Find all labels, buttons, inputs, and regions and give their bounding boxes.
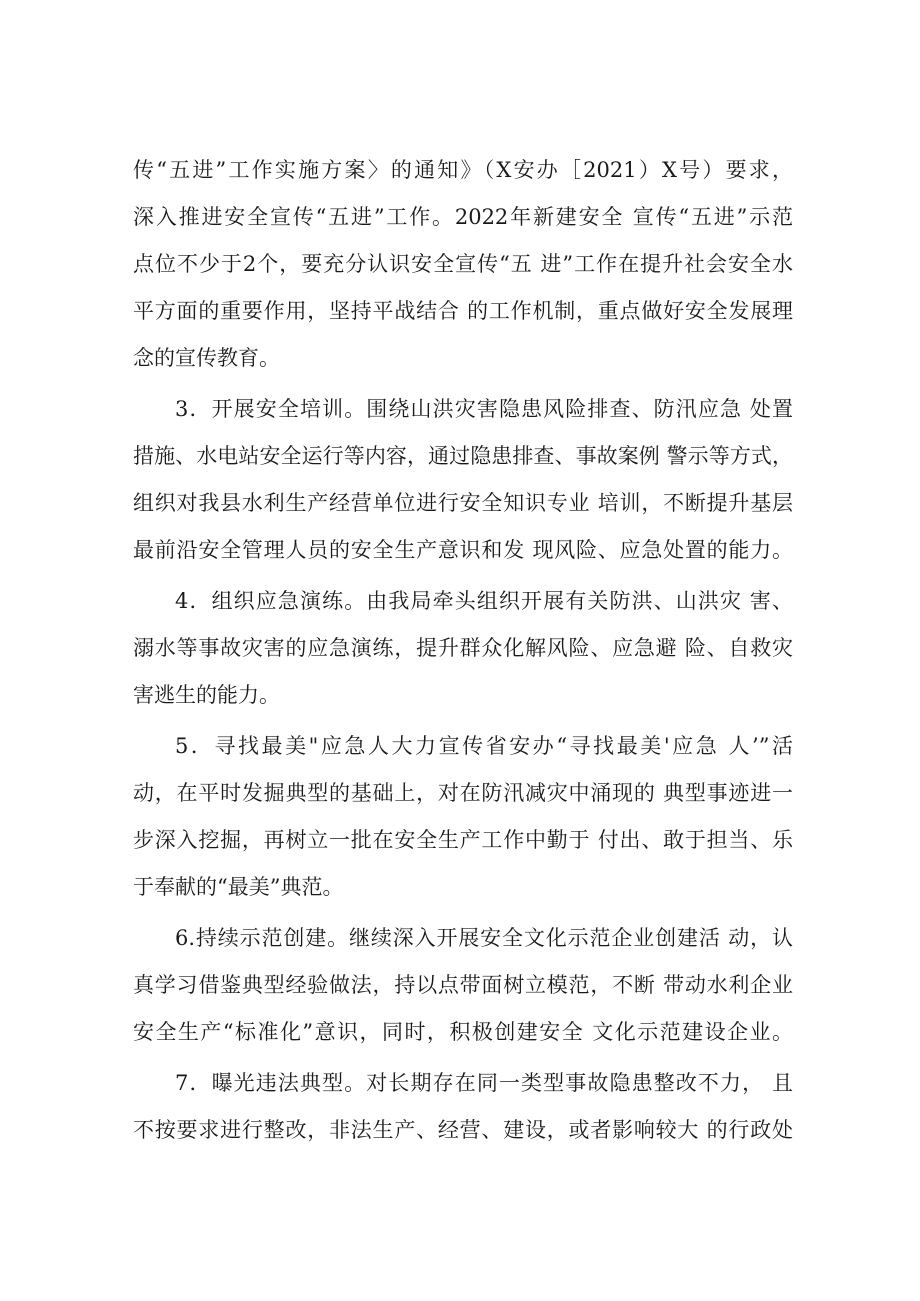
text-line: 动，在平时发掘典型的基础上，对在防汛减灾中涌现的 典型事迹进一 [133, 781, 793, 805]
paragraph-3-first-line: 3．开展安全培训。围绕山洪灾害隐患风险排查、防汛应急 处置 [175, 397, 793, 421]
text-line: 平方面的重要作用，坚持平战结合 的工作机制，重点做好安全发展理 [133, 299, 793, 323]
text-line: 措施、水电站安全运行等内容，通过隐患排查、事故案例 警示等方式， [133, 444, 793, 468]
text-line: 深入推进安全宣传“五进”工作。2022年新建安全 宣传“五进”示范 [133, 205, 793, 229]
text-line: 组织对我县水利生产经营单位进行安全知识专业 培训，不断提升基层 [133, 491, 793, 515]
text-line: 最前沿安全管理人员的安全生产意识和发 现风险、应急处置的能力。 [133, 538, 793, 562]
text-line: 溺水等事故灾害的应急演练，提升群众化解风险、应急避 险、自救灾 [133, 636, 793, 660]
text-line: 点位不少于2个，要充分认识安全宣传“五 进”工作在提升社会安全水 [133, 252, 793, 276]
paragraph-7-first-line: 7．曝光违法典型。对长期存在同一类型事故隐患整改不力， 且 [175, 1071, 793, 1095]
text-line: 传“五进”工作实施方案〉的通知》（X安办［2021）X号）要求， [133, 158, 793, 182]
paragraph-6-first-line: 6.持续示范创建。继续深入开展安全文化示范企业创建活 动，认 [175, 926, 793, 950]
text-line: 真学习借鉴典型经验做法，持以点带面树立模范，不断 带动水利企业 [133, 973, 793, 997]
paragraph-4-first-line: 4．组织应急演练。由我局牵头组织开展有关防洪、山洪灾 害、 [175, 589, 793, 613]
text-line: 于奉献的“最美”典范。 [133, 875, 344, 899]
text-line: 不按要求进行整改，非法生产、经营、建设，或者影响较大 的行政处 [133, 1118, 793, 1142]
text-line: 安全生产“标准化”意识，同时，积极创建安全 文化示范建设企业。 [133, 1020, 793, 1044]
text-line: 念的宣传教育。 [133, 346, 280, 370]
text-line: 步深入挖掘，再树立一批在安全生产工作中勤于 付出、敢于担当、乐 [133, 828, 793, 852]
paragraph-5-first-line: 5．寻找最美"应急人大力宣传省安办“寻找最美'应急 人’”活 [175, 734, 793, 758]
text-line: 害逃生的能力。 [133, 683, 280, 707]
